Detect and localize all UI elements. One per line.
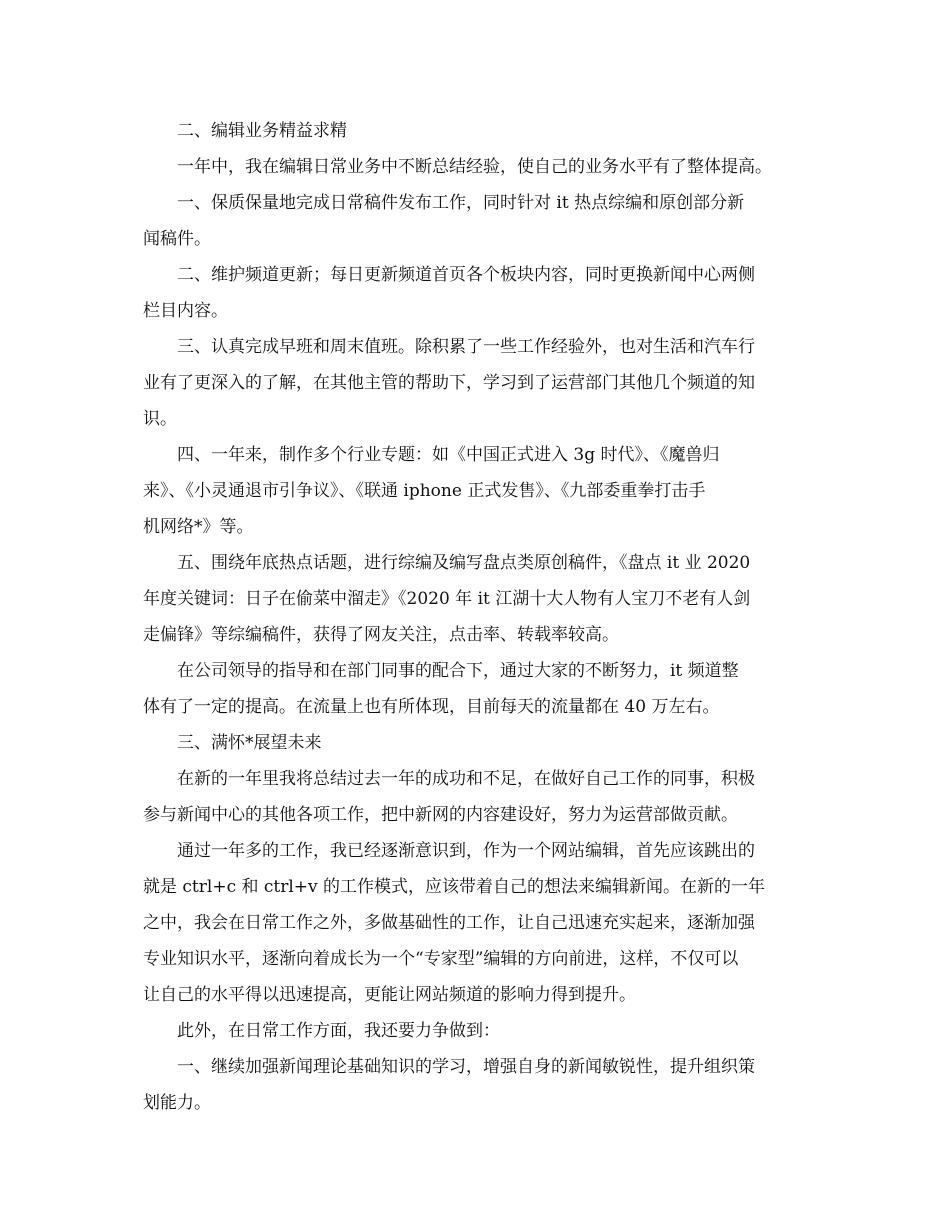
paragraph-line: 通过一年多的工作，我已经逐渐意识到，作为一个网站编辑，首先应该跳出的 [177,841,755,861]
paragraph-line: 在新的一年里我将总结过去一年的成功和不足，在做好自己工作的同事，积极 [177,769,755,789]
paragraph-line: 一年中，我在编辑日常业务中不断总结经验，使自己的业务水平有了整体提高。 [177,157,772,177]
section-heading-outlook: 三、满怀*展望未来 [177,733,322,753]
paragraph-line: 在公司领导的指导和在部门同事的配合下，通过大家的不断努力，it 频道整 [177,661,739,681]
paragraph-line: 体有了一定的提高。在流量上也有所体现，目前每天的流量都在 40 万左右。 [143,697,720,717]
paragraph-line: 一、继续加强新闻理论基础知识的学习，增强自身的新闻敏锐性，提升组织策 [177,1057,755,1077]
paragraph-line: 四、一年来，制作多个行业专题：如《中国正式进入 3g 时代》、《魔兽归 [177,445,720,465]
paragraph-line: 五、围绕年底热点话题，进行综编及编写盘点类原创稿件，《盘点 it 业 2020 [177,553,751,573]
paragraph-line: 此外，在日常工作方面，我还要力争做到： [177,1021,500,1041]
paragraph-line: 一、保质保量地完成日常稿件发布工作，同时针对 it 热点综编和原创部分新 [177,193,745,213]
paragraph-line: 让自己的水平得以迅速提高，更能让网站频道的影响力得到提升。 [143,985,636,1005]
paragraph-line: 专业知识水平，逐渐向着成长为一个“专家型”编辑的方向前进，这样，不仅可以 [143,949,739,969]
paragraph-line: 之中，我会在日常工作之外，多做基础性的工作，让自己迅速充实起来，逐渐加强 [143,913,755,933]
paragraph-line: 年度关键词：日子在偷菜中溜走》《2020 年 it 江湖十大人物有人宝刀不老有人剑 [143,589,751,609]
document-body [143,113,827,1121]
paragraph-line: 划能力。 [143,1093,211,1113]
paragraph-line: 识。 [143,409,177,429]
paragraph-line: 机网络*》等。 [143,517,254,537]
paragraph-line: 来》、《小灵通退市引争议》、《联通 iphone 正式发售》、《九部委重拳打击手 [143,481,706,501]
paragraph-line: 走偏锋》等综编稿件，获得了网友关注，点击率、转载率较高。 [143,625,619,645]
paragraph-line: 三、认真完成早班和周末值班。除积累了一些工作经验外，也对生活和汽车行 [177,337,755,357]
paragraph-line: 业有了更深入的了解，在其他主管的帮助下，学习到了运营部门其他几个频道的知 [143,373,755,393]
paragraph-line: 参与新闻中心的其他各项工作，把中新网的内容建设好，努力为运营部做贡献。 [143,805,738,825]
paragraph-line: 二、维护频道更新；每日更新频道首页各个板块内容，同时更换新闻中心两侧 [177,265,755,285]
section-heading-editing: 二、编辑业务精益求精 [177,121,347,141]
paragraph-line: 闻稿件。 [143,229,211,249]
paragraph-line: 就是 ctrl+c 和 ctrl+v 的工作模式，应该带着自己的想法来编辑新闻。在新的一年 [143,877,766,897]
paragraph-line: 栏目内容。 [143,301,228,321]
